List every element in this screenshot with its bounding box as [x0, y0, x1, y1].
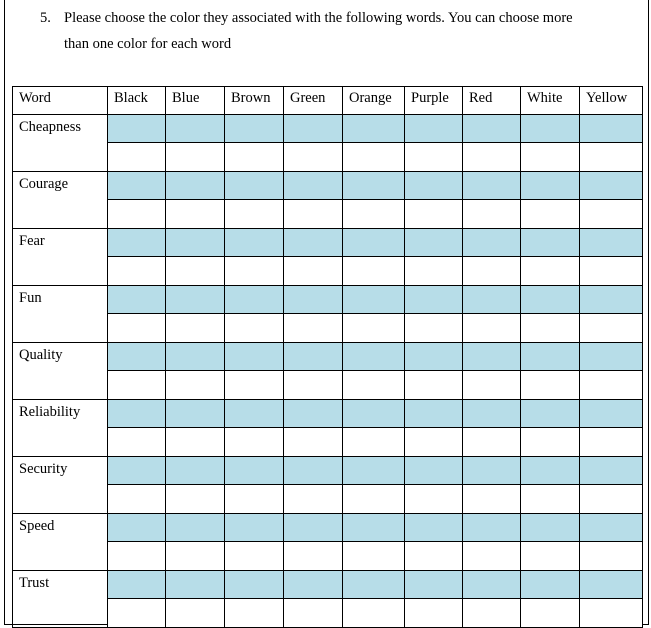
shaded-cell-purple	[405, 286, 463, 314]
answer-cell-black[interactable]	[108, 428, 166, 457]
answer-cell-blue[interactable]	[166, 143, 225, 172]
shaded-cell-black	[108, 400, 166, 428]
answer-cell-green[interactable]	[284, 542, 343, 571]
answer-cell-white[interactable]	[521, 485, 580, 514]
word-label: Quality	[13, 343, 108, 400]
word-label: Reliability	[13, 400, 108, 457]
answer-cell-black[interactable]	[108, 257, 166, 286]
answer-cell-red[interactable]	[463, 314, 521, 343]
answer-cell-yellow[interactable]	[580, 599, 643, 628]
shaded-cell-white	[521, 571, 580, 599]
shaded-cell-brown	[225, 229, 284, 257]
shaded-cell-white	[521, 400, 580, 428]
word-row-courage	[13, 172, 643, 200]
shaded-cell-yellow	[580, 172, 643, 200]
answer-cell-brown[interactable]	[225, 314, 284, 343]
answer-cell-purple[interactable]	[405, 200, 463, 229]
answer-cell-brown[interactable]	[225, 143, 284, 172]
answer-cell-purple[interactable]	[405, 143, 463, 172]
answer-cell-yellow[interactable]	[580, 314, 643, 343]
shaded-cell-purple	[405, 457, 463, 485]
answer-cell-orange[interactable]	[343, 200, 405, 229]
answer-cell-purple[interactable]	[405, 371, 463, 400]
answer-cell-green[interactable]	[284, 371, 343, 400]
answer-cell-green[interactable]	[284, 143, 343, 172]
shaded-cell-black	[108, 172, 166, 200]
answer-cell-black[interactable]	[108, 599, 166, 628]
answer-cell-orange[interactable]	[343, 143, 405, 172]
answer-cell-red[interactable]	[463, 143, 521, 172]
shaded-cell-purple	[405, 229, 463, 257]
shaded-cell-orange	[343, 229, 405, 257]
shaded-cell-green	[284, 172, 343, 200]
header-word: Word	[13, 87, 108, 115]
question-number: 5.	[40, 10, 51, 26]
shaded-cell-yellow	[580, 286, 643, 314]
shaded-cell-black	[108, 514, 166, 542]
answer-cell-purple[interactable]	[405, 314, 463, 343]
header-color-blue: Blue	[166, 87, 225, 115]
answer-cell-white[interactable]	[521, 542, 580, 571]
answer-cell-blue[interactable]	[166, 371, 225, 400]
answer-cell-white[interactable]	[521, 143, 580, 172]
answer-cell-yellow[interactable]	[580, 257, 643, 286]
shaded-cell-orange	[343, 514, 405, 542]
shaded-cell-white	[521, 115, 580, 143]
question-line-2: than one color for each word	[64, 36, 232, 52]
answer-cell-yellow[interactable]	[580, 200, 643, 229]
answer-row-quality	[13, 371, 643, 400]
shaded-cell-yellow	[580, 571, 643, 599]
shaded-cell-orange	[343, 286, 405, 314]
word-row-security	[13, 457, 643, 485]
shaded-cell-purple	[405, 343, 463, 371]
word-row-trust	[13, 571, 643, 599]
answer-row-security	[13, 485, 643, 514]
shaded-cell-blue	[166, 172, 225, 200]
word-row-cheapness	[13, 115, 643, 143]
color-association-table	[12, 86, 643, 628]
shaded-cell-brown	[225, 400, 284, 428]
header-color-purple: Purple	[405, 87, 463, 115]
answer-cell-brown[interactable]	[225, 257, 284, 286]
shaded-cell-brown	[225, 286, 284, 314]
shaded-cell-red	[463, 571, 521, 599]
shaded-cell-purple	[405, 115, 463, 143]
answer-cell-blue[interactable]	[166, 599, 225, 628]
shaded-cell-purple	[405, 172, 463, 200]
answer-cell-blue[interactable]	[166, 542, 225, 571]
word-label: Trust	[13, 571, 108, 628]
shaded-cell-blue	[166, 286, 225, 314]
shaded-cell-green	[284, 457, 343, 485]
shaded-cell-black	[108, 457, 166, 485]
answer-cell-brown[interactable]	[225, 200, 284, 229]
answer-cell-black[interactable]	[108, 542, 166, 571]
word-label: Courage	[13, 172, 108, 229]
shaded-cell-brown	[225, 343, 284, 371]
shaded-cell-brown	[225, 115, 284, 143]
word-row-fear	[13, 229, 643, 257]
answer-cell-yellow[interactable]	[580, 371, 643, 400]
answer-row-trust	[13, 599, 643, 628]
answer-cell-orange[interactable]	[343, 371, 405, 400]
shaded-cell-yellow	[580, 115, 643, 143]
answer-cell-orange[interactable]	[343, 599, 405, 628]
answer-row-fun	[13, 314, 643, 343]
answer-cell-blue[interactable]	[166, 428, 225, 457]
shaded-cell-blue	[166, 514, 225, 542]
answer-cell-red[interactable]	[463, 200, 521, 229]
answer-cell-red[interactable]	[463, 542, 521, 571]
shaded-cell-white	[521, 172, 580, 200]
shaded-cell-yellow	[580, 457, 643, 485]
header-row	[13, 87, 643, 115]
answer-cell-white[interactable]	[521, 371, 580, 400]
word-row-speed	[13, 514, 643, 542]
answer-cell-white[interactable]	[521, 200, 580, 229]
answer-cell-black[interactable]	[108, 200, 166, 229]
answer-cell-purple[interactable]	[405, 485, 463, 514]
shaded-cell-blue	[166, 571, 225, 599]
table-body	[13, 115, 643, 628]
shaded-cell-red	[463, 172, 521, 200]
shaded-cell-white	[521, 457, 580, 485]
shaded-cell-blue	[166, 229, 225, 257]
answer-row-cheapness	[13, 143, 643, 172]
answer-cell-blue[interactable]	[166, 257, 225, 286]
answer-cell-white[interactable]	[521, 257, 580, 286]
answer-cell-black[interactable]	[108, 485, 166, 514]
shaded-cell-red	[463, 343, 521, 371]
header-color-brown: Brown	[225, 87, 284, 115]
answer-cell-brown[interactable]	[225, 599, 284, 628]
answer-row-courage	[13, 200, 643, 229]
shaded-cell-green	[284, 286, 343, 314]
word-label: Fun	[13, 286, 108, 343]
word-label: Speed	[13, 514, 108, 571]
shaded-cell-green	[284, 400, 343, 428]
answer-cell-orange[interactable]	[343, 257, 405, 286]
answer-cell-green[interactable]	[284, 485, 343, 514]
answer-row-speed	[13, 542, 643, 571]
answer-cell-green[interactable]	[284, 599, 343, 628]
answer-cell-brown[interactable]	[225, 542, 284, 571]
shaded-cell-yellow	[580, 229, 643, 257]
answer-cell-blue[interactable]	[166, 314, 225, 343]
question-text	[40, 5, 640, 57]
shaded-cell-blue	[166, 400, 225, 428]
answer-cell-white[interactable]	[521, 314, 580, 343]
shaded-cell-blue	[166, 115, 225, 143]
shaded-cell-red	[463, 514, 521, 542]
shaded-cell-black	[108, 286, 166, 314]
shaded-cell-blue	[166, 457, 225, 485]
shaded-cell-green	[284, 514, 343, 542]
shaded-cell-red	[463, 286, 521, 314]
answer-cell-brown[interactable]	[225, 485, 284, 514]
header-color-black: Black	[108, 87, 166, 115]
shaded-cell-orange	[343, 115, 405, 143]
answer-cell-black[interactable]	[108, 371, 166, 400]
word-row-reliability	[13, 400, 643, 428]
shaded-cell-green	[284, 343, 343, 371]
shaded-cell-white	[521, 286, 580, 314]
shaded-cell-orange	[343, 172, 405, 200]
shaded-cell-orange	[343, 400, 405, 428]
answer-cell-brown[interactable]	[225, 371, 284, 400]
shaded-cell-green	[284, 115, 343, 143]
shaded-cell-red	[463, 115, 521, 143]
answer-cell-yellow[interactable]	[580, 143, 643, 172]
shaded-cell-purple	[405, 571, 463, 599]
shaded-cell-purple	[405, 514, 463, 542]
shaded-cell-black	[108, 229, 166, 257]
answer-row-reliability	[13, 428, 643, 457]
answer-cell-black[interactable]	[108, 143, 166, 172]
shaded-cell-blue	[166, 343, 225, 371]
shaded-cell-orange	[343, 457, 405, 485]
answer-cell-purple[interactable]	[405, 428, 463, 457]
shaded-cell-yellow	[580, 514, 643, 542]
shaded-cell-orange	[343, 343, 405, 371]
shaded-cell-white	[521, 343, 580, 371]
shaded-cell-white	[521, 229, 580, 257]
answer-cell-purple[interactable]	[405, 599, 463, 628]
question-text-line-1: Please choose the color they associated with the following words. You can choose more	[64, 10, 573, 26]
shaded-cell-yellow	[580, 400, 643, 428]
shaded-cell-red	[463, 229, 521, 257]
answer-cell-purple[interactable]	[405, 542, 463, 571]
answer-cell-brown[interactable]	[225, 428, 284, 457]
word-label: Cheapness	[13, 115, 108, 172]
answer-cell-red[interactable]	[463, 428, 521, 457]
answer-cell-red[interactable]	[463, 599, 521, 628]
answer-cell-blue[interactable]	[166, 200, 225, 229]
answer-row-fear	[13, 257, 643, 286]
answer-cell-green[interactable]	[284, 428, 343, 457]
header-color-yellow: Yellow	[580, 87, 643, 115]
answer-cell-yellow[interactable]	[580, 428, 643, 457]
answer-cell-orange[interactable]	[343, 542, 405, 571]
shaded-cell-brown	[225, 514, 284, 542]
shaded-cell-red	[463, 400, 521, 428]
header-color-white: White	[521, 87, 580, 115]
answer-cell-yellow[interactable]	[580, 485, 643, 514]
answer-cell-orange[interactable]	[343, 485, 405, 514]
answer-cell-blue[interactable]	[166, 485, 225, 514]
shaded-cell-brown	[225, 571, 284, 599]
answer-cell-red[interactable]	[463, 257, 521, 286]
answer-cell-green[interactable]	[284, 257, 343, 286]
word-row-fun	[13, 286, 643, 314]
answer-cell-green[interactable]	[284, 200, 343, 229]
shaded-cell-brown	[225, 172, 284, 200]
header-color-red: Red	[463, 87, 521, 115]
shaded-cell-black	[108, 343, 166, 371]
question-line-1	[40, 5, 640, 31]
shaded-cell-green	[284, 229, 343, 257]
shaded-cell-brown	[225, 457, 284, 485]
shaded-cell-orange	[343, 571, 405, 599]
shaded-cell-black	[108, 115, 166, 143]
word-row-quality	[13, 343, 643, 371]
answer-cell-red[interactable]	[463, 371, 521, 400]
shaded-cell-purple	[405, 400, 463, 428]
shaded-cell-yellow	[580, 343, 643, 371]
shaded-cell-green	[284, 571, 343, 599]
header-color-orange: Orange	[343, 87, 405, 115]
shaded-cell-black	[108, 571, 166, 599]
answer-cell-green[interactable]	[284, 314, 343, 343]
answer-cell-red[interactable]	[463, 485, 521, 514]
header-color-green: Green	[284, 87, 343, 115]
answer-cell-purple[interactable]	[405, 257, 463, 286]
shaded-cell-red	[463, 457, 521, 485]
answer-cell-orange[interactable]	[343, 314, 405, 343]
answer-cell-black[interactable]	[108, 314, 166, 343]
answer-cell-orange[interactable]	[343, 428, 405, 457]
word-label: Security	[13, 457, 108, 514]
answer-cell-white[interactable]	[521, 599, 580, 628]
word-label: Fear	[13, 229, 108, 286]
answer-cell-white[interactable]	[521, 428, 580, 457]
answer-cell-yellow[interactable]	[580, 542, 643, 571]
shaded-cell-white	[521, 514, 580, 542]
